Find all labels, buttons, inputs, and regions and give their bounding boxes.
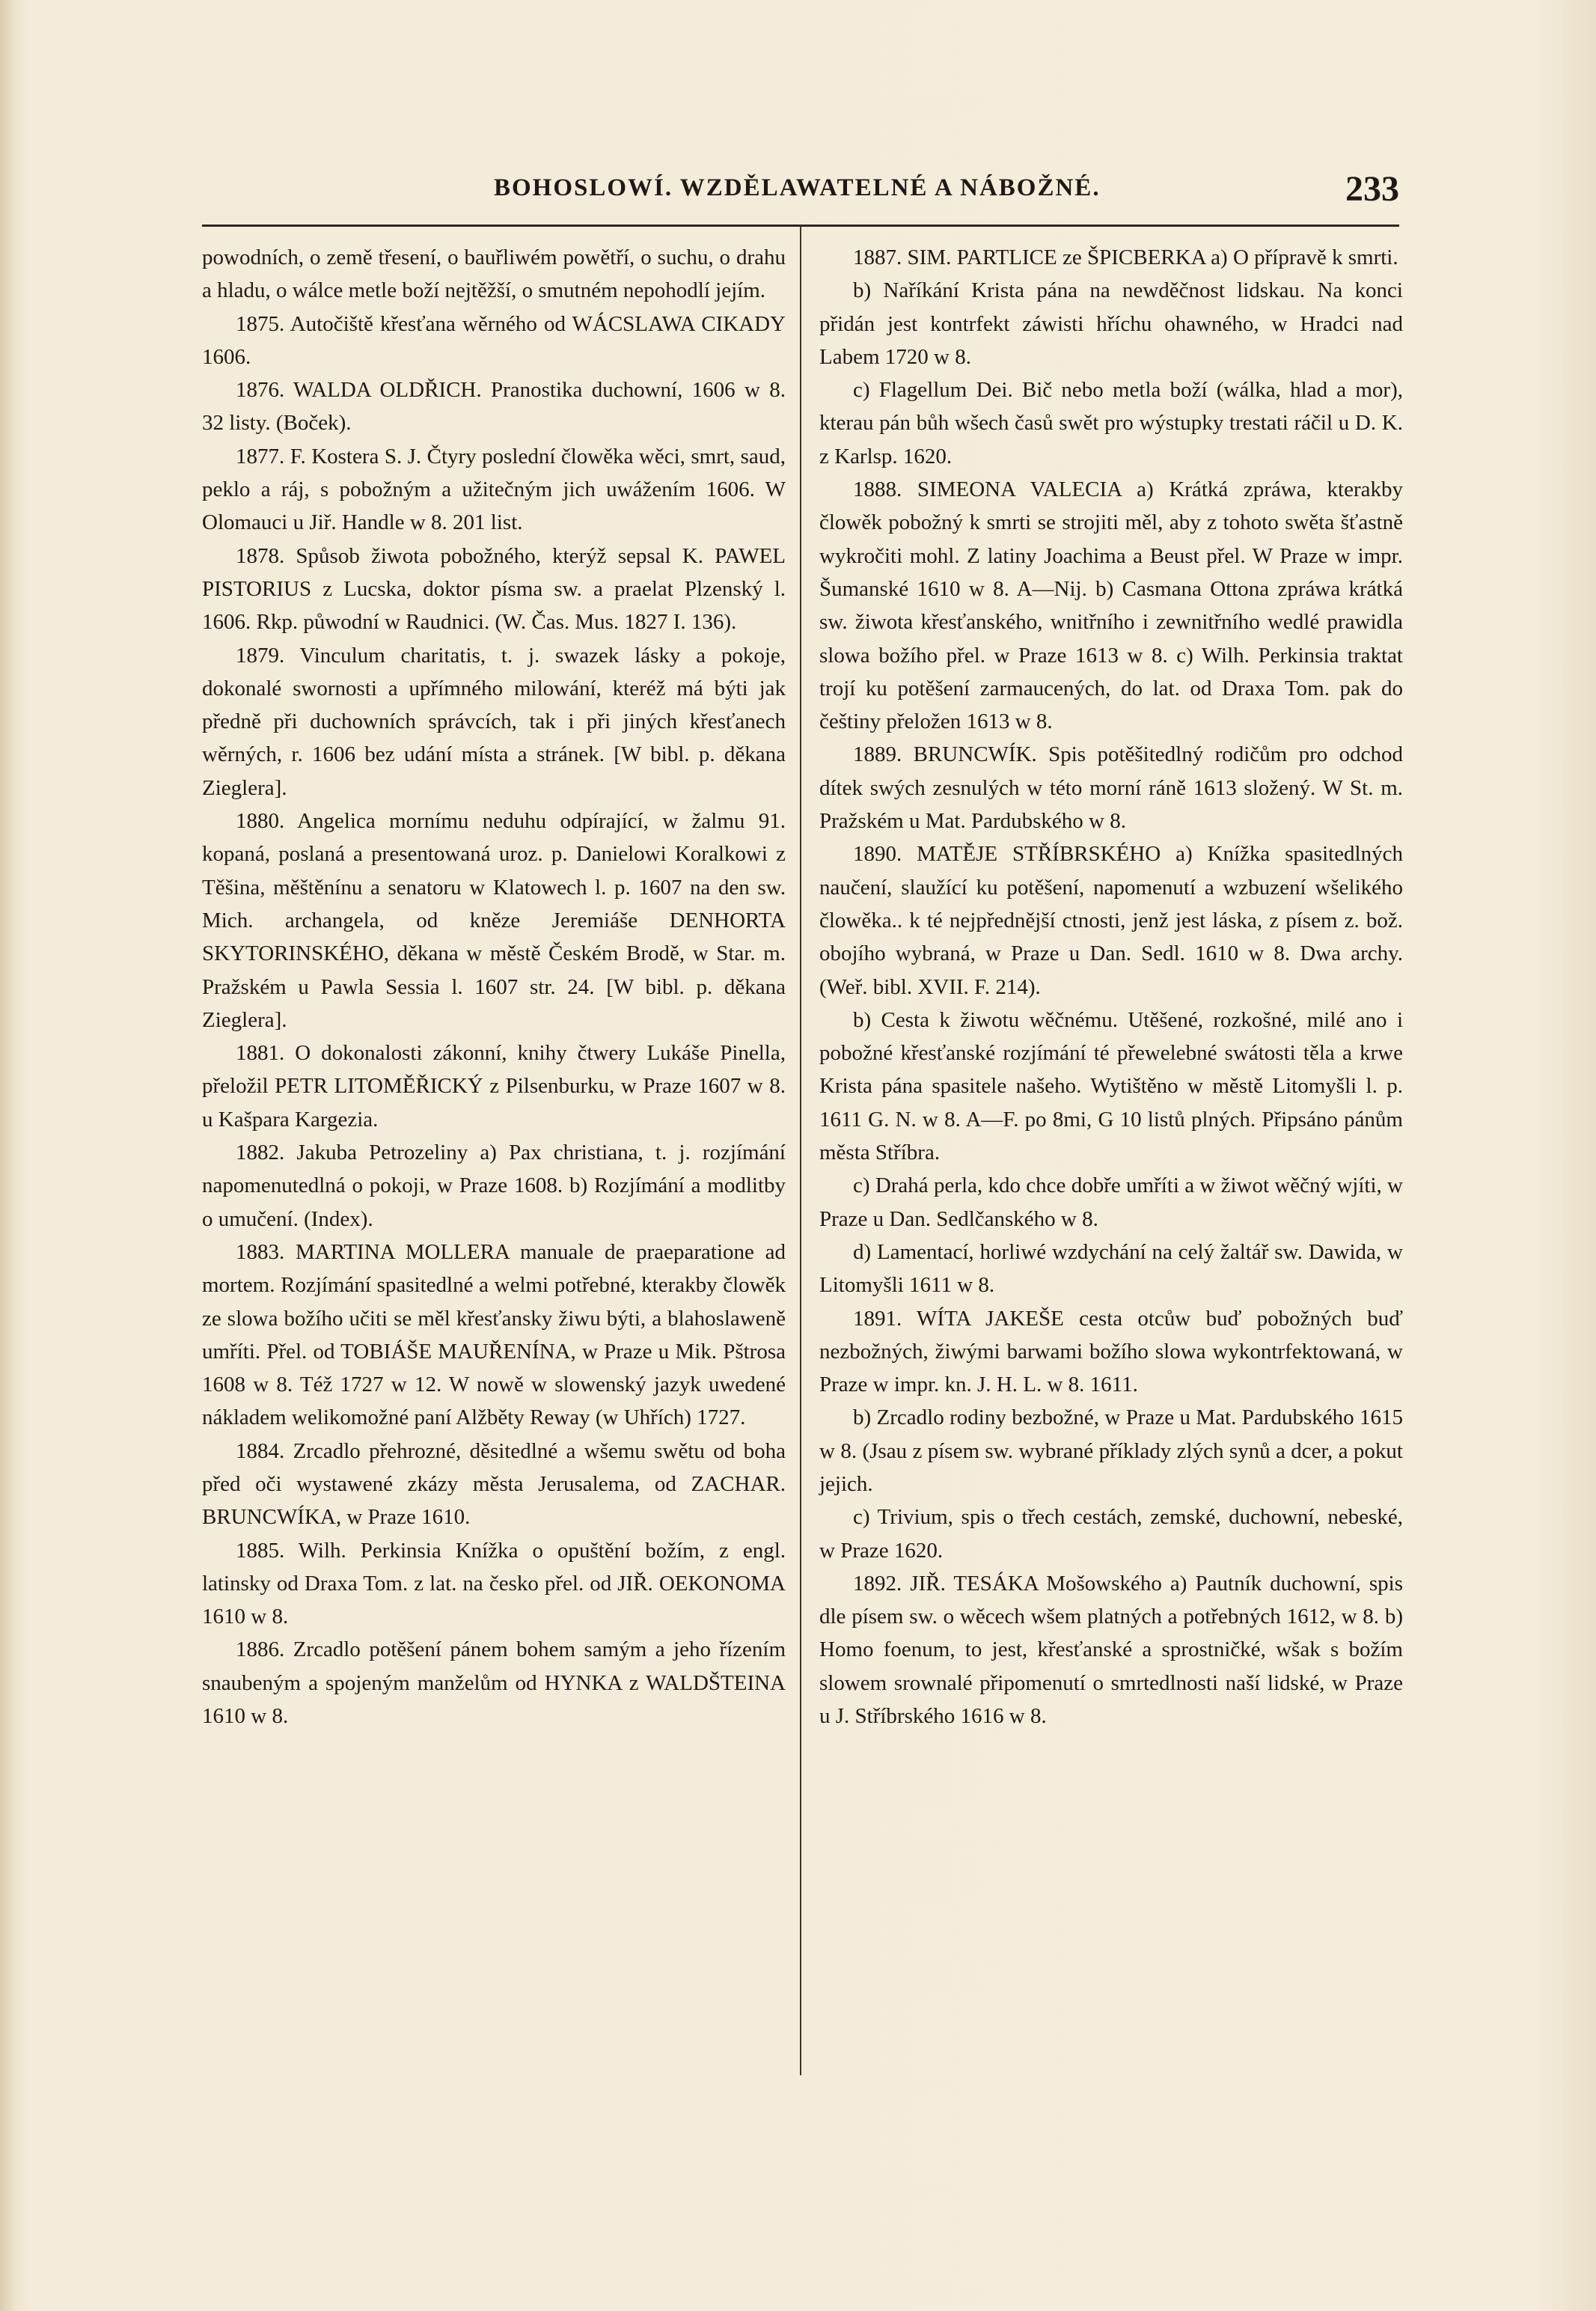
running-head: BOHOSLOWÍ. WZDĚLAWATELNÉ A NÁBOŽNÉ. (494, 174, 1101, 201)
entry-1877: 1877. F. Kostera S. J. Čtyry poslední člowěka wěci, smrt, saud, peklo a ráj, s pobožným a užitečným jich uwážením 1606. W Olomauci u Jiř. Handle w 8. 201 list. (202, 444, 786, 535)
entry-1876: 1876. WALDA OLDŘICH. Pranostika duchowní, 1606 w 8. 32 listy. (Boček). (202, 378, 786, 436)
entry-1890-c: c) Drahá perla, kdo chce dobře umříti a w žiwot wěčný wjíti, w Praze u Dan. Sedlčanského w 8. (819, 1173, 1403, 1231)
entry-1890-d: d) Lamentací, horliwé wzdychání na celý žaltář sw. Dawida, w Litomyšli 1611 w 8. (819, 1239, 1403, 1298)
entry-1887-c: c) Flagellum Dei. Bič nebo metla boží (wálka, hlad a mor), kterau pán bůh wšech časů swět pro wýstupky trestati ráčil u D. K. z Karlsp. 1620. (819, 378, 1403, 468)
entry-1891: 1891. WÍTA JAKEŠE cesta otcůw buď pobožných buď nezbožných, žiwými barwami božího slowa wykontrfektowaná, w Praze w impr. kn. J. H. L. w 8. 1611. (819, 1306, 1403, 1397)
entry-1881: 1881. O dokonalosti zákonní, knihy čtwery Lukáše Pinella, přeložil PETR LITOMĚŘICKÝ z Pilsenburku, w Praze 1607 w 8. u Kašpara Kargezia. (202, 1041, 786, 1132)
entry-1890: 1890. MATĚJE STŘÍBRSKÉHO a) Knížka spasitedlných naučení, slaužící ku potěšení, napomenutí a wzbuzení wšelikého člowěka.. k té nejpřednější ctnosti, jenž jest láska, z písem z. bož. obojího wybraná, w Praze u Dan. Sedl. 1610 w 8. Dwa archy. (Weř. bibl. XVII. F. 214). (819, 842, 1403, 999)
entry-1884: 1884. Zrcadlo přehrozné, děsitedlné a wšemu swětu od boha před oči wystawené zkázy města Jerusalema, od ZACHAR. BRUNCWÍKA, w Praze 1610. (202, 1438, 786, 1530)
entry-1890-b: b) Cesta k žiwotu wěčnému. Utěšené, rozkošné, milé ano i pobožné křesťanské rozjímání té přewelebné swátosti těla a krwe Krista pána spasitele našeho. Wytištěno w městě Litomyšli l. p. 1611 G. N. w 8. A—F. po 8mi, G 10 listů plných. Připsáno pánům města Stříbra. (819, 1007, 1403, 1165)
entry-1883: 1883. MARTINA MOLLERA manuale de praeparatione ad mortem. Rozjímání spasitedlné a welmi potřebné, kterakby člowěk ze slowa božího učiti se měl křesťansky žiwu býti, a blahoslaweně umříti. Přel. od TOBIÁŠE MAUŘENÍNA, w Praze u Mik. Pštrosa 1608 w 8. Též 1727 w 12. W nowě w slowenský jazyk uwedené nákladem welikomožné paní Alžběty Reway (w Uhřích) 1727. (202, 1239, 786, 1430)
entry-1887: 1887. SIM. PARTLICE ze ŠPICBERKA a) O přípravě k smrti. (853, 245, 1398, 269)
entry-1891-c: c) Trivium, spis o třech cestách, zemské, duchowní, nebeské, w Praze 1620. (819, 1505, 1403, 1563)
page-number: 233 (1345, 169, 1399, 209)
entry-1887-b: b) Naříkání Krista pána na newděčnost lidskau. Na konci přidán jest kontrfekt záwisti hříchu ohawného, w Hradci nad Labem 1720 w 8. (819, 278, 1403, 369)
entry-1878: 1878. Spůsob žiwota pobožného, kterýž sepsal K. PAWEL PISTORIUS z Lucska, doktor písma sw. a praelat Plzenský l. 1606. Rkp. půwodní w Raudnici. (W. Čas. Mus. 1827 I. 136). (202, 543, 786, 635)
entry-1889: 1889. BRUNCWÍK. Spis potěšitedlný rodičům pro odchod dítek swých zesnulých w této morní ráně 1613 složený. W St. m. Pražském u Mat. Pardubského w 8. (819, 742, 1403, 834)
entry-text: powodních, o země třesení, o bauřliwém powětří, o suchu, o drahu a hladu, o wálce metle boží nejtěžší, o smutném nepohodlí jejím. (202, 245, 786, 303)
page-header (202, 168, 1399, 221)
left-column (202, 241, 786, 1733)
column-divider (800, 227, 801, 2075)
right-column (819, 241, 1403, 1733)
entry-1885: 1885. Wilh. Perkinsia Knížka o opuštění božím, z engl. latinsky od Draxa Tom. z lat. na česko přel. od JIŘ. OEKONOMA 1610 w 8. (202, 1538, 786, 1629)
page-gutter-edge (0, 0, 13, 2311)
entry-1892: 1892. JIŘ. TESÁKA Mošowského a) Pautník duchowní, spis dle písem sw. o wěcech wšem platných a potřebných 1612, w 8. b) Homo foenum, to jest, křesťanské a sprostničké, wšak s božím slowem srownalé připomenutí o smrtedlnosti naší lidské, w Praze u J. Stříbrského 1616 w 8. (819, 1571, 1403, 1729)
entry-1891-b: b) Zrcadlo rodiny bezbožné, w Praze u Mat. Pardubského 1615 w 8. (Jsau z písem sw. wybrané příklady zlých synů a dcer, a pokut jejich. (819, 1405, 1403, 1496)
entry-1886: 1886. Zrcadlo potěšení pánem bohem samým a jeho řízením snaubeným a spojeným manželům od HYNKA z WALDŠTEINA 1610 w 8. (202, 1637, 786, 1729)
entry-1875: 1875. Autočiště křesťana wěrného od WÁCSLAWA CIKADY 1606. (202, 311, 786, 369)
entry-1882: 1882. Jakuba Petrozeliny a) Pax christiana, t. j. rozjímání napomenutedlná o pokoji, w Praze 1608. b) Rozjímání a modlitby o umučení. (Index). (202, 1141, 786, 1231)
entry-1888: 1888. SIMEONA VALECIA a) Krátká zpráwa, kterakby člowěk pobožný k smrti se strojiti měl, aby z tohoto swěta šťastně wykročiti mohl. Z latiny Joachima a Beust přel. W Praze w impr. Šumanské 1610 w 8. A—Nij. b) Casmana Ottona zpráwa krátká sw. žiwota křesťanského, wnitřního i zewnitřního wedlé prawidla slowa božího přel. w Praze 1613 w 8. c) Wilh. Perkinsia traktat trojí ku potěšení zarmaucených, do lat. od Draxa Tom. pak do češtiny přeložen 1613 w 8. (819, 477, 1403, 734)
entry-1880: 1880. Angelica mornímu neduhu odpírající, w žalmu 91. kopaná, poslaná a presentowaná uroz. p. Danielowi Koralkowi z Těšina, měštěnínu a senatoru w Klatowech l. p. 1607 na den sw. Mich. archangela, od kněze Jeremiáše DENHORTA SKYTORINSKÉHO, děkana w městě Českém Brodě, w Star. m. Pražském u Pawla Sessia l. 1607 str. 24. [W bibl. p. děkana Zieglera]. (202, 809, 786, 1032)
entry-1879: 1879. Vinculum charitatis, t. j. swazek lásky a pokoje, dokonalé swornosti a upřímného milowání, kteréž má býti jak předně při duchowních správcích, tak i při jiných křesťanech wěrných, r. 1606 bez udání místa a stránek. [W bibl. p. děkana Zieglera]. (202, 643, 786, 800)
